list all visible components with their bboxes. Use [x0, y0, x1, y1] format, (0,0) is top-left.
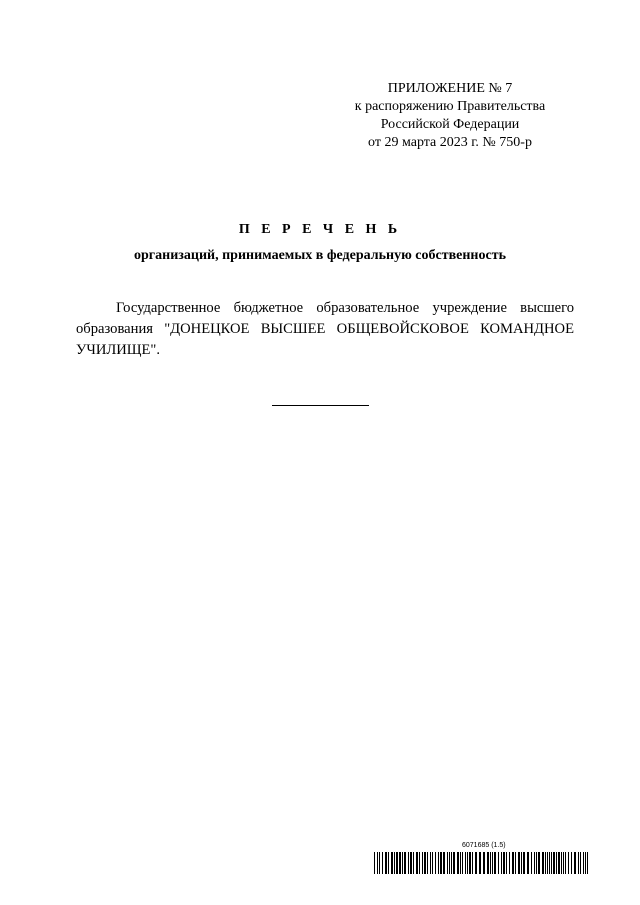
appendix-authority: Российской Федерации: [380, 117, 520, 132]
document-code: 6071685 (1.5): [462, 842, 506, 849]
organization-entry: Государственное бюджетное образовательное учреждение высшего образования "ДОНЕЦКОЕ ВЫСШЕЕ ОБЩЕВОЙСКОВОЕ КОМАНДНОЕ УЧИЛИЩЕ".: [76, 300, 574, 358]
appendix-reference: к распоряжению Правительства: [354, 99, 546, 114]
document-title: П Е Р Е Ч Е Н Ь: [238, 222, 402, 237]
document-subtitle: организаций, принимаемых в федеральную собственность: [134, 248, 506, 263]
appendix-date-number: от 29 марта 2023 г. № 750-р: [368, 135, 532, 150]
appendix-number: ПРИЛОЖЕНИЕ № 7: [387, 81, 513, 96]
end-separator-line: [272, 405, 369, 406]
appendix-header: [330, 80, 570, 152]
barcode-icon: [374, 852, 592, 874]
